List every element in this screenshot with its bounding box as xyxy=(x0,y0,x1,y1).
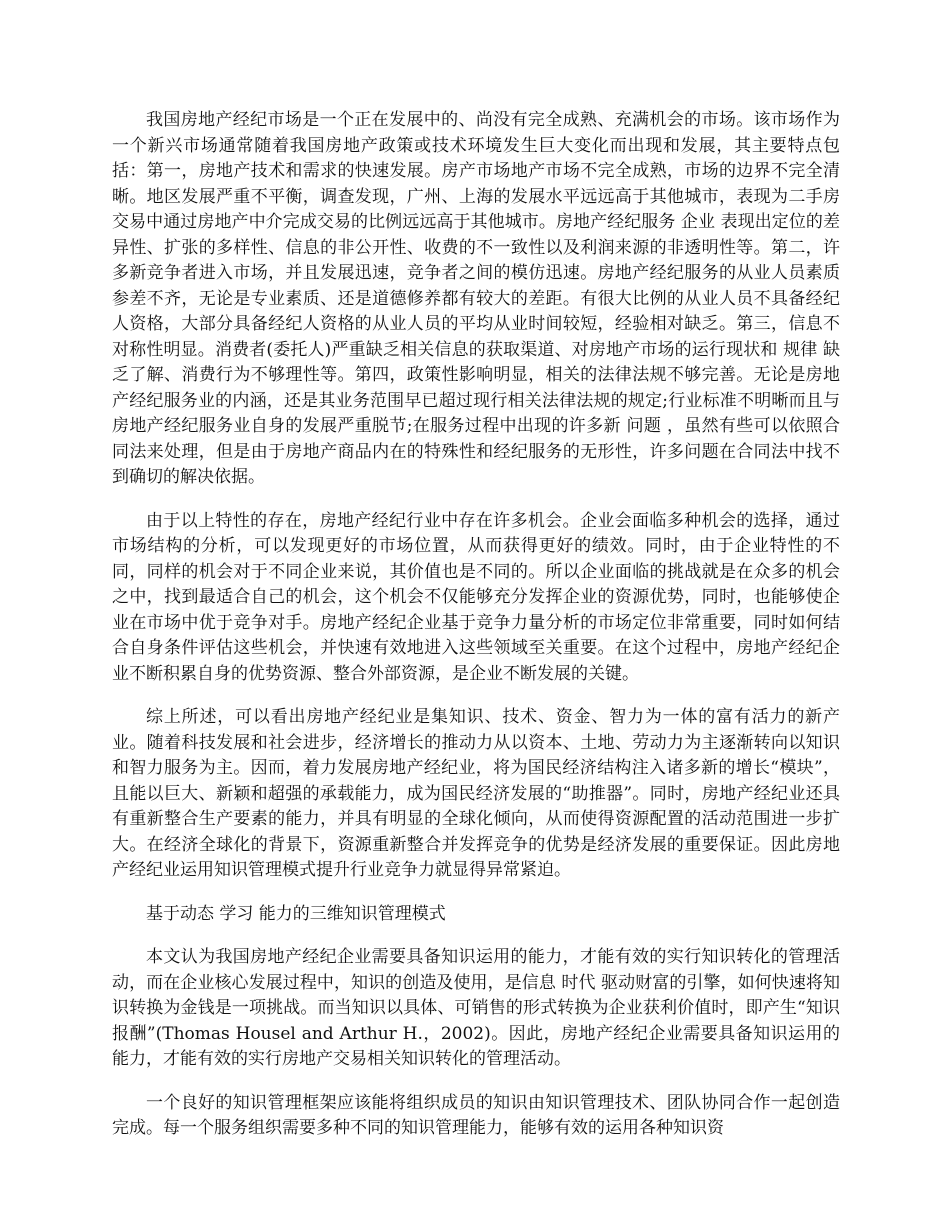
paragraph-summary: 综上所述，可以看出房地产经纪业是集知识、技术、资金、智力为一体的富有活力的新产业。随着科技发展和社会进步，经济增长的推动力从以资本、土地、劳动力为主逐渐转向以知识和智力服务为主。因而，着力发展房地产经纪业，将为国民经济结构注入诸多新的增长“模块”，且能以巨大、新颖和超强的承载能力，成为国民经济发展的“助推器”。同时，房地产经纪业还具有重新整合生产要素的能力，并具有明显的全球化倾向，从而使得资源配置的活动范围进一步扩大。在经济全球化的背景下，资源重新整合并发挥竞争的优势是经济发展的重要保证。因此房地产经纪业运用知识管理模式提升行业竞争力就显得异常紧迫。 xyxy=(112,707,840,880)
paragraph-opportunities: 由于以上特性的存在，房地产经纪行业中存在许多机会。企业会面临多种机会的选择，通过市场结构的分析，可以发现更好的市场位置，从而获得更好的绩效。同时，由于企业特性的不同，同样的机会对于不同企业来说，其价值也是不同的。所以企业面临的挑战就是在众多的机会之中，找到最适合自己的机会，这个机会不仅能够充分发挥企业的资源优势，同时，也能够使企业在市场中优于竞争对手。房地产经纪企业基于竞争力量分析的市场定位非常重要，同时如何结合自身条件评估这些机会，并快速有效地进入这些领域至关重要。在这个过程中，房地产经纪企业不断积累自身的优势资源、整合外部资源，是企业不断发展的关键。 xyxy=(112,510,840,684)
paragraph-knowledge-framework: 一个良好的知识管理框架应该能将组织成员的知识由知识管理技术、团队协同合作一起创造完成。每一个服务组织需要多种不同的知识管理能力，能够有效的运用各种知识资 xyxy=(112,1092,840,1138)
document-page xyxy=(112,108,840,1160)
paragraph-market-overview: 我国房地产经纪市场是一个正在发展中的、尚没有完全成熟、充满机会的市场。该市场作为一个新兴市场通常随着我国房地产政策或技术环境发生巨大变化而出现和发展，其主要特点包括：第一，房地产技术和需求的快速发展。房产市场地产市场不完全成熟，市场的边界不完全清晰。地区发展严重不平衡，调查发现，广州、上海的发展水平远远高于其他城市，表现为二手房交易中通过房地产中介完成交易的比例远远高于其他城市。房地产经纪服务 企业 表现出定位的差异性、扩张的多样性、信息的非公开性、收费的不一致性以及利润来源的非透明性等。第二，许多新竞争者进入市场，并且发展迅速，竞争者之间的模仿迅速。房地产经纪服务的从业人员素质参差不齐，无论是专业素质、还是道德修养都有较大的差距。有很大比例的从业人员不具备经纪人资格，大部分具备经纪人资格的从业人员的平均从业时间较短，经验相对缺乏。第三，信息不对称性明显。消费者(委托人)严重缺乏相关信息的获取渠道、对房地产市场的运行现状和 规律 缺乏了解、消费行为不够理性等。第四，政策性影响明显，相关的法律法规不够完善。无论是房地产经纪服务业的内涵，还是其业务范围早已超过现行相关法律法规的规定;行业标准不明晰而且与房地产经纪服务业自身的发展严重脱节;在服务过程中出现的许多新 问题 ，虽然有些可以依照合同法来处理，但是由于房地产商品内在的特殊性和经纪服务的无形性，许多问题在合同法中找不到确切的解决依据。 xyxy=(112,110,840,487)
section-heading: 基于动态 学习 能力的三维知识管理模式 xyxy=(146,903,446,924)
paragraph-knowledge-capability: 本文认为我国房地产经纪企业需要具备知识运用的能力，才能有效的实行知识转化的管理活动，而在企业核心发展过程中，知识的创造及使用，是信息 时代 驱动财富的引擎，如何快速将知识转换为金钱是一项挑战。而当知识以具体、可销售的形式转换为企业获利价值时，即产生“知识报酬”(Thomas Housel and Arthur H.，2002)。因此，房地产经纪企业需要具备知识运用的能力，才能有效的实行房地产交易相关知识转化的管理活动。 xyxy=(112,947,840,1069)
